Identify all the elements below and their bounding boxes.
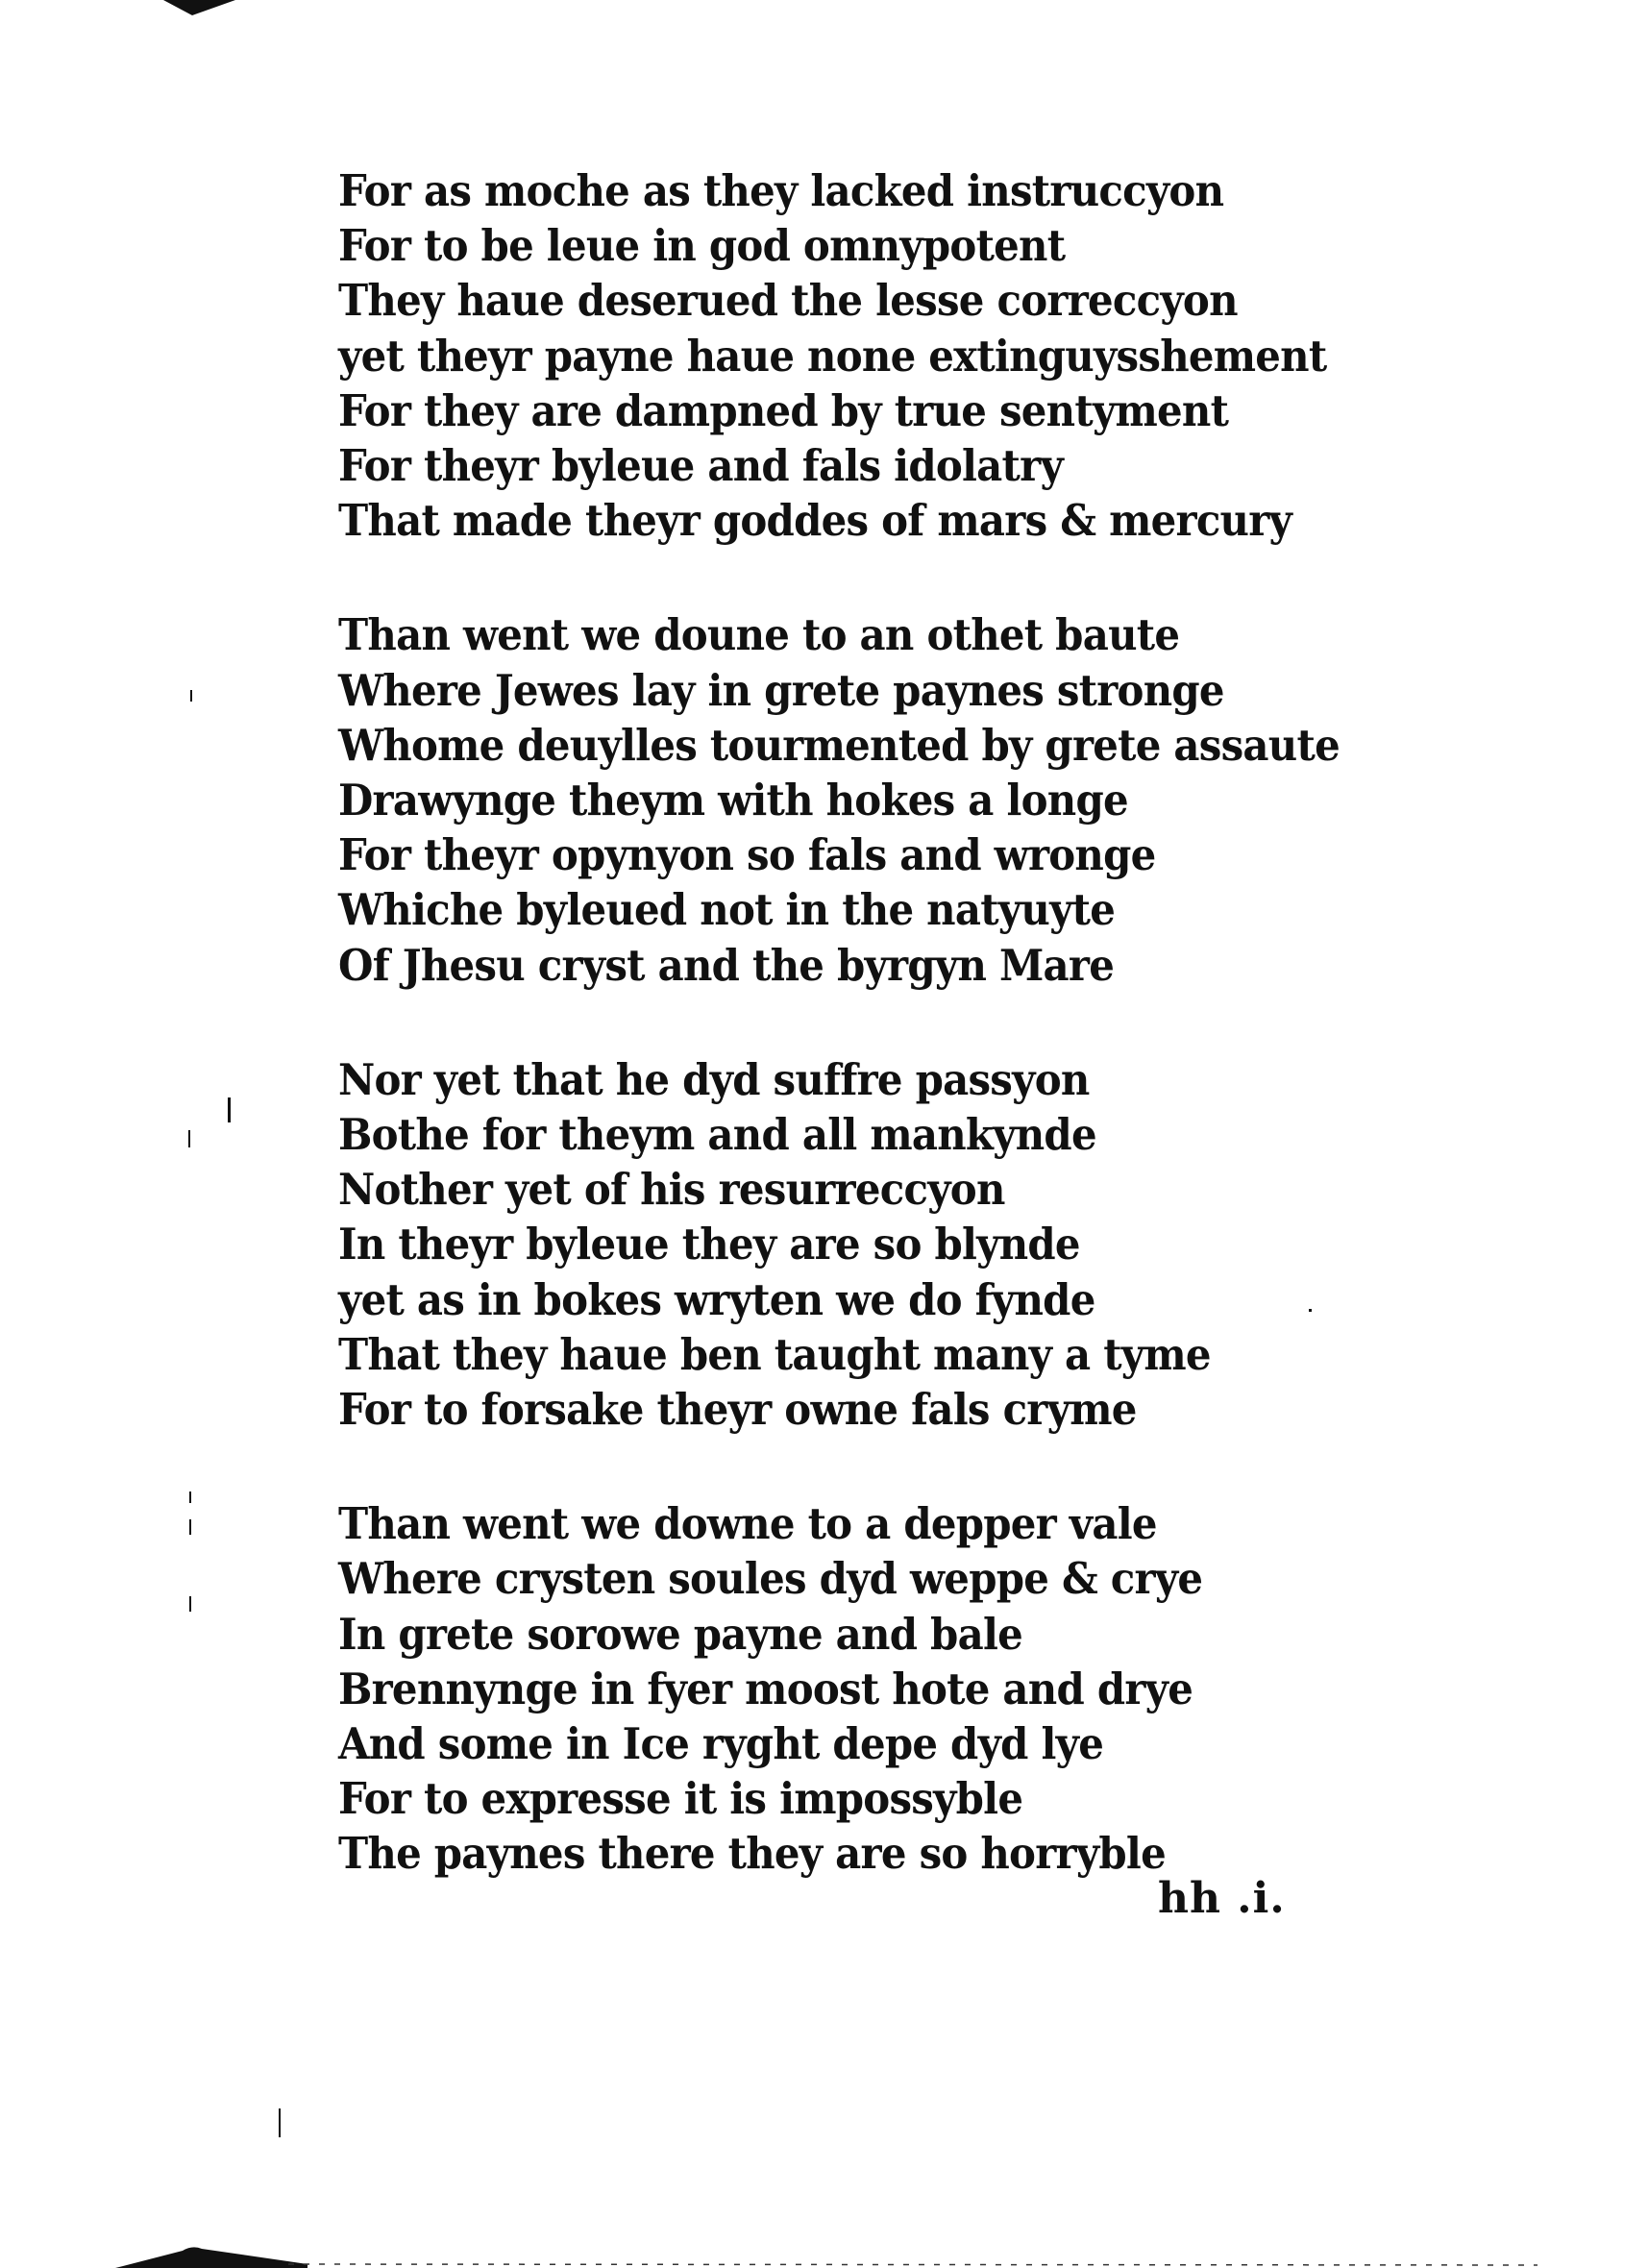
stanza-2: [338, 607, 1340, 992]
verse-line: Where Jewes lay in grete paynes stronge: [338, 664, 1224, 716]
stanza-1: [338, 163, 1327, 548]
verse-line: For they are dampned by true sentyment: [338, 384, 1229, 436]
verse-line: Whiche byleued not in the natyuyte: [338, 884, 1116, 936]
verse-line: Brennynge in fyer moost hote and drye: [338, 1663, 1193, 1714]
verse-line: Than went we downe to a depper vale: [338, 1498, 1157, 1550]
scan-mark: [189, 1596, 191, 1612]
stanza-3: [338, 1052, 1318, 1437]
verse-line: For as moche as they lacked instruccyon: [338, 165, 1224, 216]
scan-mark: [189, 1491, 191, 1503]
scan-mark: [190, 690, 192, 702]
verse-line: Whome deuylles tourmented by grete assaute: [338, 719, 1340, 771]
scan-mark: [188, 1130, 190, 1147]
verse-line: The paynes there they are so horryble: [338, 1828, 1166, 1880]
verse-line: For theyr opynyon so fals and wronge: [338, 829, 1156, 881]
scan-mark: [279, 2108, 281, 2137]
verse-line: Where crysten soules dyd weppe & crye: [338, 1553, 1203, 1605]
scan-corner-mark-top: [163, 0, 235, 15]
verse-line: In grete sorowe payne and bale: [338, 1608, 1022, 1660]
verse-line: Of Jhesu cryst and the byrgyn Mare: [338, 939, 1115, 991]
verse-line: That they haue ben taught many a tyme: [338, 1328, 1211, 1380]
verse-line: Drawynge theym with hokes a longe: [338, 775, 1128, 826]
verse-line: And some in Ice ryght depe dyd lye: [338, 1718, 1104, 1770]
verse-line: For to expresse it is impossyble: [338, 1773, 1023, 1825]
scan-corner-mark-bottom: [115, 2243, 307, 2268]
verse-line: yet as in bokes wryten we do fynde: [338, 1273, 1095, 1325]
verse-line: Nor yet that he dyd suffre passyon: [338, 1053, 1090, 1105]
verse-text: [338, 163, 1340, 1941]
verse-line: Than went we doune to an othet baute: [338, 609, 1180, 661]
verse-line: Bothe for theym and all mankynde: [338, 1109, 1096, 1161]
verse-line: For to forsake theyr owne fals cryme: [338, 1384, 1137, 1436]
verse-line: That made theyr goddes of mars & mercury: [338, 495, 1292, 547]
scan-mark: [189, 1519, 191, 1535]
verse-line: They haue deserued the lesse correccyon: [338, 275, 1238, 327]
verse-line: Nother yet of his resurreccyon: [338, 1164, 1005, 1216]
scan-bottom-line: [288, 2256, 1537, 2268]
verse-line: For to be leue in god omnypotent: [338, 220, 1066, 272]
signature-mark: hh .i.: [1158, 1874, 1286, 1923]
scan-mark: [228, 1097, 231, 1122]
stanza-4: [338, 1496, 1318, 1881]
verse-line: In theyr byleue they are so blynde: [338, 1219, 1080, 1270]
verse-line: For theyr byleue and fals idolatry: [338, 440, 1064, 492]
verse-line: yet theyr payne haue none extinguysshement: [338, 330, 1327, 382]
